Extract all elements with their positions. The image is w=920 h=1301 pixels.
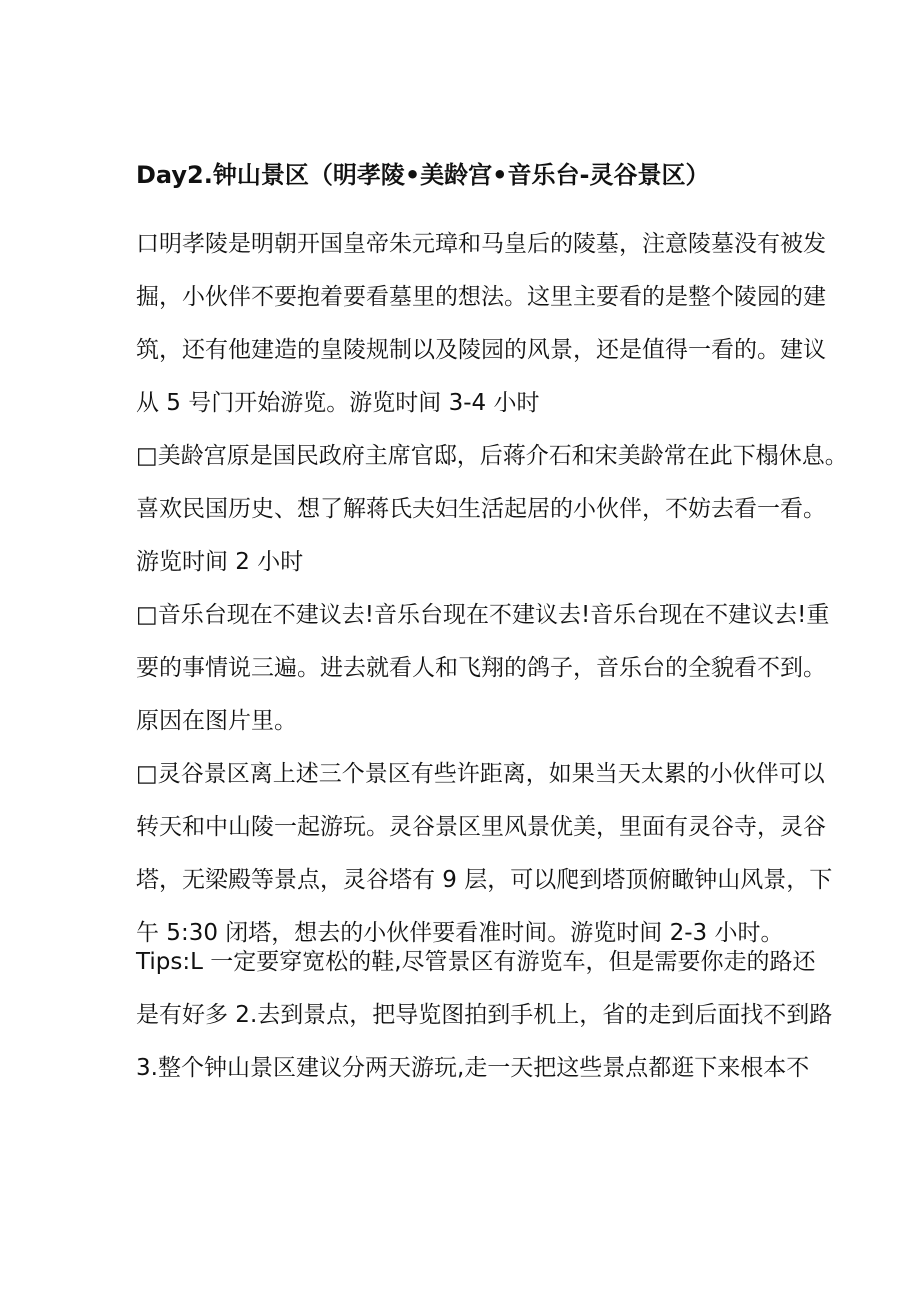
text-line: □灵谷景区离上述三个景区有些许距离，如果当天太累的小伙伴可以 <box>136 761 825 787</box>
text-line: 要的事情说三遍。进去就看人和飞翔的鸽子，音乐台的全貌看不到。 <box>136 655 826 681</box>
text-line: 喜欢民国历史、想了解蒋氏夫妇生活起居的小伙伴，不妨去看一看。 <box>136 496 826 522</box>
tips-line: 是有好多 2.去到景点，把导览图拍到手机上，省的走到后面找不到路 <box>136 1002 833 1028</box>
text-line: □美龄宫原是国民政府主席官邸，后蒋介石和宋美龄常在此下榻休息。 <box>136 443 848 469</box>
text-line: 塔，无梁殿等景点，灵谷塔有 9 层，可以爬到塔顶俯瞰钟山风景，下 <box>136 867 833 893</box>
text-line: 午 5:30 闭塔，想去的小伙伴要看准时间。游览时间 2-3 小时。 <box>136 920 784 946</box>
text-line: 口明孝陵是明朝开国皇帝朱元璋和马皇后的陵墓，注意陵墓没有被发 <box>136 231 826 257</box>
tips-line: Tips:L 一定要穿宽松的鞋,尽管景区有游览车，但是需要你走的路还 <box>136 949 816 975</box>
text-line: 游览时间 2 小时 <box>136 549 304 575</box>
text-line: 转天和中山陵一起游玩。灵谷景区里风景优美，里面有灵谷寺，灵谷 <box>136 814 826 840</box>
text-line: 从 5 号门开始游览。游览时间 3-4 小时 <box>136 390 540 416</box>
text-line: 原因在图片里。 <box>136 708 297 734</box>
tips-paragraph <box>136 936 833 1095</box>
text-line: 掘，小伙伴不要抱着要看墓里的想法。这里主要看的是整个陵园的建 <box>136 284 826 310</box>
main-paragraphs <box>136 218 848 960</box>
section-heading: Day2.钟山景区（明孝陵•美龄宫•音乐台-灵谷景区） <box>136 161 710 189</box>
tips-line: 3.整个钟山景区建议分两天游玩,走一天把这些景点都逛下来根本不 <box>136 1055 810 1081</box>
text-line: □音乐台现在不建议去!音乐台现在不建议去!音乐台现在不建议去!重 <box>136 602 830 628</box>
text-line: 筑，还有他建造的皇陵规制以及陵园的风景，还是值得一看的。建议 <box>136 337 826 363</box>
